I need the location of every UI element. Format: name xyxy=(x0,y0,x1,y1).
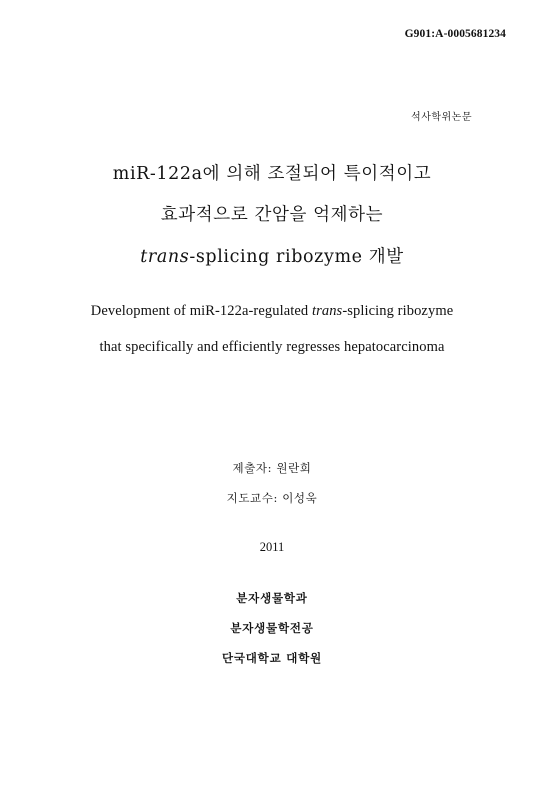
submission-year: 2011 xyxy=(259,540,285,554)
author-line xyxy=(0,460,544,476)
major: 분자생물학전공 xyxy=(230,621,314,635)
korean-title-line-2: 효과적으로 간암을 억제하는 xyxy=(160,205,384,225)
degree-type: 석사학위논문 xyxy=(411,112,472,123)
advisor-line xyxy=(0,490,544,506)
english-title-trans-italic: trans xyxy=(311,303,343,319)
korean-title-line-3 xyxy=(0,243,544,268)
english-title-line-2: that specifically and efficiently regresses hepatocarcinoma xyxy=(99,339,445,355)
english-title-prefix: Development of miR-122a-regulated xyxy=(90,303,312,319)
korean-title-mirna: miR-122a xyxy=(112,164,203,184)
department: 분자생물학과 xyxy=(236,591,308,605)
advisor-label: 지도교수: xyxy=(226,491,278,505)
document-id: G901:A-0005681234 xyxy=(404,28,506,40)
advisor-name: 이성욱 xyxy=(282,491,318,505)
korean-title-line-3-rest: -splicing ribozyme 개발 xyxy=(189,247,404,267)
korean-title-line-1-rest: 에 의해 조절되어 특이적이고 xyxy=(202,164,432,184)
english-title-suffix: -splicing ribozyme xyxy=(342,303,454,319)
author-label: 제출자: xyxy=(232,461,273,475)
english-title-line-1 xyxy=(0,303,544,320)
korean-title-trans-italic: trans xyxy=(140,247,190,267)
korean-title-line-1 xyxy=(0,160,544,185)
author-name: 원란희 xyxy=(276,461,312,475)
school: 단국대학교 대학원 xyxy=(221,651,323,665)
